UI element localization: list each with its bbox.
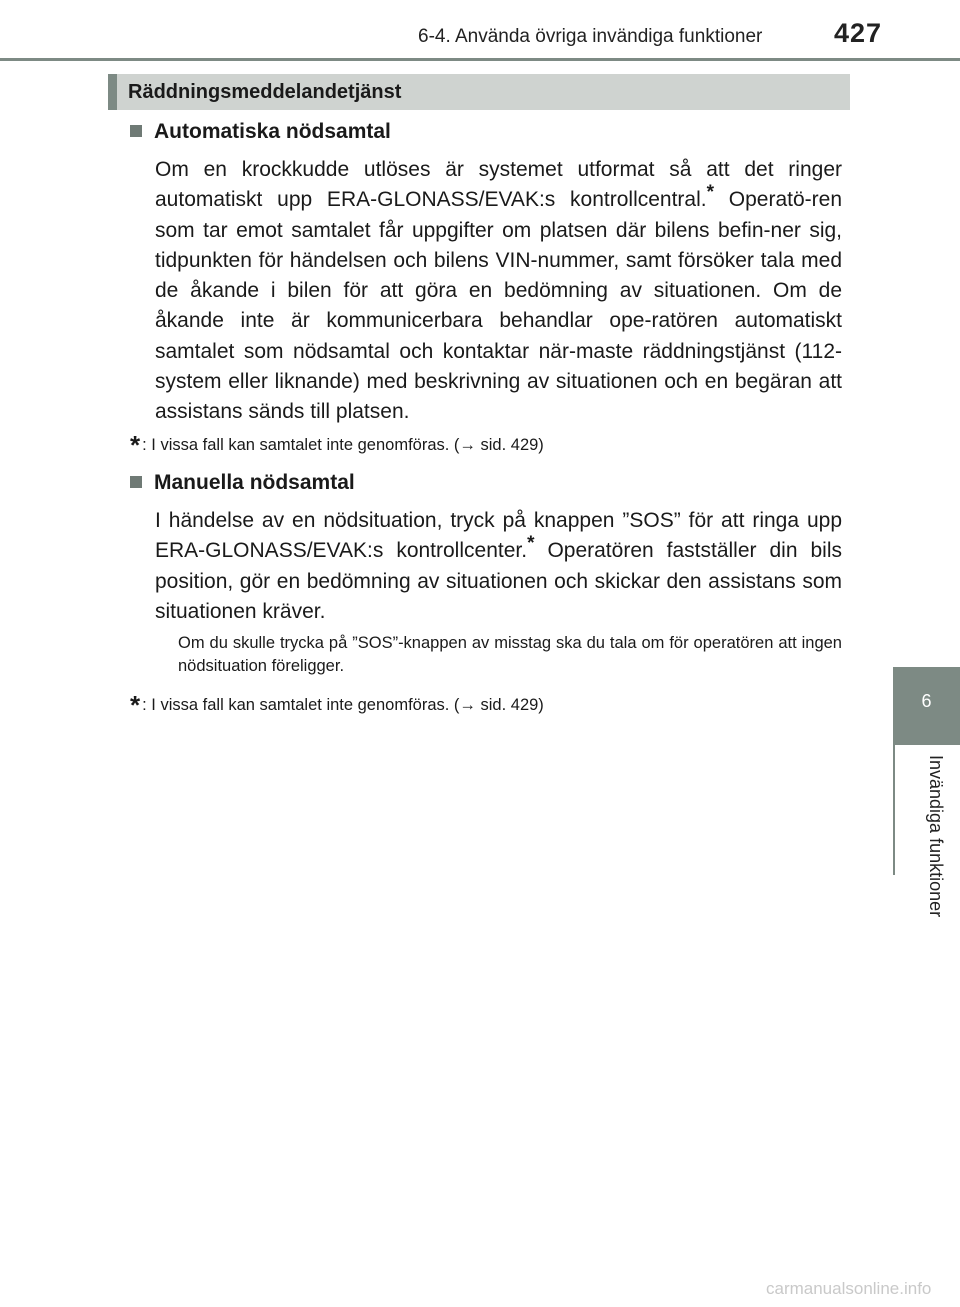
paragraph-manual-call xyxy=(155,506,842,627)
asterisk-marker: * xyxy=(706,182,715,204)
footnote-text: : I vissa fall kan samtalet inte genomföras. (→ sid. 429) xyxy=(142,696,544,714)
watermark: carmanualsonline.info xyxy=(766,1279,932,1298)
heading-automatic-call xyxy=(130,120,391,144)
square-bullet-icon xyxy=(130,476,142,488)
page-number: 427 xyxy=(834,18,883,48)
chapter-title: 6-4. Använda övriga invändiga funktioner xyxy=(418,26,763,47)
heading-text: Automatiska nödsamtal xyxy=(154,120,391,143)
footnote-text: : I vissa fall kan samtalet inte genomföras. (→ sid. 429) xyxy=(142,436,544,454)
chapter-tab-divider xyxy=(893,745,895,875)
section-header xyxy=(108,74,850,110)
chapter-tab-label: Invändiga funktioner xyxy=(926,755,946,918)
paragraph-text: Operatö-ren som tar emot samtalet får uppgifter om platsen där bilens befin-ner sig, tidpunkten för händelsen och bilens VIN-nummer, samt försöker tala med de åkande i bilen för att göra en bedömning av situationen. Om de åkande inte är kommunicerbara behandlar ope-ratören automatiskt samtalet som nödsamtal och kontaktar när-maste räddningstjänst (112-system eller liknande) med beskrivning av situationen och en begäran att assistans sänds till platsen. xyxy=(155,188,842,424)
section-accent xyxy=(108,74,117,110)
asterisk-marker: * xyxy=(527,533,535,555)
heading-text: Manuella nödsamtal xyxy=(154,471,355,494)
asterisk-marker: * xyxy=(130,690,141,720)
note-misdial: Om du skulle trycka på ”SOS”-knappen av misstag ska du tala om för operatören att ingen nödsituation föreligger. xyxy=(178,634,842,675)
asterisk-marker: * xyxy=(130,430,141,460)
paragraph-text: Operatören fastställer din bils position, gör en bedömning av situationen och skickar den assistans som situationen kräver. xyxy=(155,539,842,623)
paragraph-automatic-call xyxy=(155,155,842,428)
header-divider xyxy=(0,58,960,61)
section-title: Räddningsmeddelandetjänst xyxy=(128,81,402,103)
chapter-tab xyxy=(893,667,960,745)
footnote-manual-call xyxy=(130,690,544,721)
square-bullet-icon xyxy=(130,125,142,137)
paragraph-text: Om en krockkudde utlöses är systemet utformat så att det ringer automatiskt upp ERA-GLONASS/EVAK:s kontrollcentral. xyxy=(155,158,842,212)
footnote-automatic-call xyxy=(130,430,544,461)
paragraph-text: I händelse av en nödsituation, tryck på knappen ”SOS” för att ringa upp ERA-GLONASS/EVAK:s kontrollcenter. xyxy=(155,509,842,563)
chapter-tab-number: 6 xyxy=(921,691,932,711)
heading-manual-call xyxy=(130,471,355,495)
